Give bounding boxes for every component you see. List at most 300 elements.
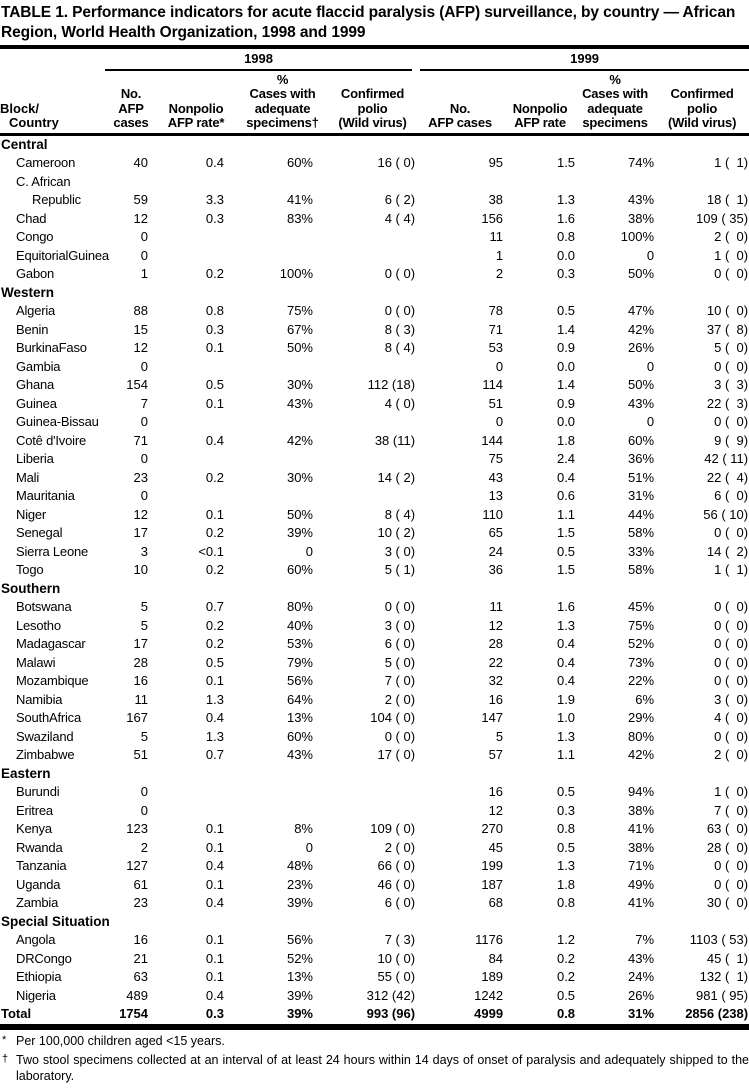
year-label-1999: 1999 xyxy=(420,49,749,71)
data-cell: 42% xyxy=(286,432,313,448)
data-cell: 0.1 xyxy=(205,340,224,355)
data-cell: 1 ( 1) xyxy=(714,562,749,577)
data-cell: 48% xyxy=(286,858,313,873)
data-cell: 53 xyxy=(488,340,504,355)
data-cell: 8% xyxy=(294,821,313,836)
country-name: Mali xyxy=(16,469,40,485)
data-cell: 75 xyxy=(488,451,504,466)
data-cell: 0 ( 0) xyxy=(714,728,749,744)
data-cell: 187 xyxy=(481,876,504,892)
data-cell: 45% xyxy=(628,599,655,614)
data-cell: 0.5 xyxy=(556,303,576,318)
data-cell: 123 xyxy=(126,821,148,836)
table-row xyxy=(0,598,749,617)
data-cell: 21 xyxy=(133,950,148,966)
data-cell: 1.3 xyxy=(556,858,576,873)
data-cell: 0 xyxy=(646,247,655,263)
data-cell: 50% xyxy=(286,340,313,355)
total-1999-nonpolio-rate: 0.8 xyxy=(505,1005,575,1027)
data-cell: 0.4 xyxy=(205,895,224,910)
data-cell: 0 ( 0) xyxy=(714,876,749,892)
data-cell: 10 ( 0) xyxy=(377,950,416,966)
data-cell: 5 xyxy=(140,728,148,744)
data-cell: 0.3 xyxy=(556,802,576,818)
data-cell: 0.2 xyxy=(205,562,224,577)
data-cell: 0.4 xyxy=(556,469,576,485)
data-cell: 22 ( 3) xyxy=(706,395,749,411)
data-cell: 0 ( 0) xyxy=(714,636,749,651)
data-cell: 11 xyxy=(489,599,504,614)
data-cell: 94% xyxy=(628,784,655,799)
data-cell: 0.1 xyxy=(205,876,224,892)
country-name: Swaziland xyxy=(16,728,74,744)
table-body xyxy=(0,134,749,1005)
data-cell: 0.8 xyxy=(556,895,576,910)
table-row xyxy=(0,728,749,747)
data-cell: 0.2 xyxy=(205,636,224,651)
data-cell: 0.4 xyxy=(556,636,576,651)
data-cell: 16 xyxy=(133,673,148,688)
data-cell: 39% xyxy=(286,525,313,540)
year-group-spacer xyxy=(0,49,105,71)
data-cell: 0 xyxy=(495,414,504,429)
data-cell: 22% xyxy=(628,673,655,688)
data-cell xyxy=(157,228,235,247)
total-1999-confirmed-polio: 2856 (238) xyxy=(655,1005,749,1027)
country-name: Zambia xyxy=(16,895,59,910)
section-label: Special Situation xyxy=(1,913,110,929)
data-cell: 1.4 xyxy=(556,377,576,392)
data-cell: 43% xyxy=(286,395,313,411)
data-cell: 53% xyxy=(286,636,313,651)
data-cell: 0 ( 0) xyxy=(714,525,749,540)
table-footer xyxy=(0,1005,749,1027)
data-cell: 24% xyxy=(628,969,655,984)
footnote-asterisk-marker: * xyxy=(2,1033,7,1046)
data-cell: 0 ( 0) xyxy=(714,358,749,374)
data-cell xyxy=(330,487,415,506)
afp-surveillance-table xyxy=(0,49,749,1030)
data-cell: 1 ( 0) xyxy=(714,784,749,799)
data-cell: 1.3 xyxy=(556,192,576,207)
data-cell: 23 xyxy=(133,469,148,485)
country-name: Congo xyxy=(16,229,54,244)
data-cell: 0.5 xyxy=(205,654,224,670)
data-cell: 88 xyxy=(133,303,148,318)
data-cell: 7 xyxy=(140,395,148,411)
data-cell: 67% xyxy=(286,321,313,337)
footnotes xyxy=(0,1030,749,1085)
data-cell: 23 xyxy=(133,895,148,910)
data-cell: 0.5 xyxy=(556,543,576,559)
data-cell: 270 xyxy=(481,821,504,836)
data-cell: 0.6 xyxy=(556,488,576,503)
data-cell: 43 xyxy=(488,469,504,485)
data-cell: 28 xyxy=(133,654,148,670)
footnote-dagger-text: Two stool specimens collected at an interval of at least 24 hours within 14 days of onset of paralysis and adequately shipped to the laboratory. xyxy=(16,1053,749,1083)
table-row xyxy=(0,857,749,876)
table-row xyxy=(0,931,749,950)
data-cell: 0.5 xyxy=(556,784,576,799)
data-cell: 0.5 xyxy=(205,377,224,392)
data-cell: 5 ( 0) xyxy=(714,340,749,355)
data-cell: 312 (42) xyxy=(366,987,416,1003)
data-cell: 0.1 xyxy=(205,969,224,984)
data-cell: 0.0 xyxy=(556,358,576,374)
data-cell: 189 xyxy=(481,969,504,984)
footnote-asterisk-text: Per 100,000 children aged <15 years. xyxy=(16,1033,225,1048)
country-name: SouthAfrica xyxy=(16,710,82,725)
year-label-1998: 1998 xyxy=(105,49,412,71)
data-cell: 114 xyxy=(482,377,504,392)
data-cell: 42 ( 11) xyxy=(704,451,749,466)
table-row xyxy=(0,876,749,895)
data-cell: 57 xyxy=(488,747,504,762)
data-cell: 51 xyxy=(133,747,148,762)
data-cell: 0.8 xyxy=(556,821,576,836)
table-row xyxy=(0,894,749,913)
country-name: Niger xyxy=(16,506,47,522)
table-row xyxy=(0,173,749,210)
data-cell: 12 xyxy=(488,617,504,633)
data-cell: 0 ( 0) xyxy=(714,266,749,281)
data-cell: 56% xyxy=(286,673,313,688)
data-cell: 0 ( 0) xyxy=(384,599,416,614)
data-cell: 43% xyxy=(628,192,655,207)
data-cell: 65 xyxy=(488,525,504,540)
table-row xyxy=(0,376,749,395)
country-name: Gabon xyxy=(16,266,55,281)
data-cell: 8 ( 4) xyxy=(384,506,416,522)
data-cell: 36% xyxy=(628,451,655,466)
table-row xyxy=(0,524,749,543)
data-cell xyxy=(235,487,330,506)
data-cell: 6% xyxy=(635,691,655,707)
year-group-row xyxy=(0,49,749,71)
data-cell: 1.3 xyxy=(556,617,576,633)
data-cell: 63 xyxy=(133,969,148,984)
country-name: C. African Republic xyxy=(16,173,81,207)
data-cell: 0 xyxy=(140,488,148,503)
data-cell: 23% xyxy=(286,876,313,892)
data-cell: 41% xyxy=(286,192,313,207)
data-cell: 104 ( 0) xyxy=(370,710,416,725)
data-cell: 100% xyxy=(620,229,655,244)
country-name: Algeria xyxy=(16,303,56,318)
column-header-1998-nonpolio-rate: Nonpolio AFP rate* xyxy=(157,71,235,135)
data-cell: 51% xyxy=(628,469,655,485)
country-name: Ethiopia xyxy=(16,969,62,984)
data-cell: 2 ( 0) xyxy=(384,691,416,707)
data-cell: 0 ( 0) xyxy=(714,673,749,688)
data-cell: 1.3 xyxy=(205,691,224,707)
table-row xyxy=(0,802,749,821)
country-name: Mauritania xyxy=(16,488,75,503)
data-cell: 64% xyxy=(286,691,313,707)
table-row xyxy=(0,450,749,469)
data-cell: 156 xyxy=(481,210,504,226)
column-header-row xyxy=(0,71,749,135)
data-cell: 10 ( 2) xyxy=(377,525,416,540)
data-cell: 2 ( 0) xyxy=(714,229,749,244)
data-cell: <0.1 xyxy=(198,543,224,559)
data-cell: 83% xyxy=(286,210,313,226)
country-name: Senegal xyxy=(16,525,63,540)
table-row xyxy=(0,783,749,802)
data-cell: 14 ( 2) xyxy=(377,469,416,485)
data-cell: 4 ( 4) xyxy=(384,210,416,226)
total-1998-confirmed-polio: 993 (96) xyxy=(330,1005,415,1027)
data-cell: 3 ( 0) xyxy=(384,543,416,559)
country-name: Sierra Leone xyxy=(16,543,89,559)
table-row xyxy=(0,820,749,839)
data-cell: 1 xyxy=(140,266,148,281)
data-cell: 0.1 xyxy=(205,395,224,411)
country-name: Burundi xyxy=(16,784,60,799)
data-cell: 1.3 xyxy=(205,728,224,744)
data-cell: 1.5 xyxy=(556,155,576,170)
data-cell: 16 xyxy=(488,784,504,799)
data-cell: 8 ( 4) xyxy=(384,340,416,355)
table-row xyxy=(0,487,749,506)
data-cell: 43% xyxy=(628,950,655,966)
data-cell xyxy=(235,247,330,266)
section-label: Southern xyxy=(1,580,61,596)
column-header-1999-adequate-specimens: % Cases with adequate specimens xyxy=(575,71,655,135)
data-cell: 0 xyxy=(495,358,504,374)
data-cell: 79% xyxy=(286,654,313,670)
data-cell: 1.4 xyxy=(556,321,576,337)
data-cell: 63 ( 0) xyxy=(706,821,749,836)
data-cell: 147 xyxy=(481,710,504,725)
table-row xyxy=(0,210,749,229)
data-cell: 0 ( 0) xyxy=(384,266,416,281)
footnote-dagger-marker: † xyxy=(2,1053,9,1065)
data-cell: 0 xyxy=(646,358,655,374)
data-cell: 0 ( 0) xyxy=(714,599,749,614)
table-row xyxy=(0,617,749,636)
data-cell: 1.6 xyxy=(556,599,576,614)
data-cell: 0 xyxy=(305,543,313,559)
data-cell: 26% xyxy=(628,987,655,1003)
data-cell: 45 xyxy=(488,839,504,855)
data-cell: 1176 xyxy=(475,932,504,947)
data-cell: 0.5 xyxy=(556,839,576,855)
data-cell xyxy=(235,228,330,247)
data-cell: 1242 xyxy=(474,987,504,1003)
data-cell: 5 xyxy=(140,599,148,614)
table-row xyxy=(0,635,749,654)
data-cell: 109 ( 35) xyxy=(696,210,749,226)
data-cell: 55 ( 0) xyxy=(377,969,416,984)
data-cell: 12 xyxy=(133,506,148,522)
data-cell: 2 xyxy=(495,266,504,281)
data-cell: 0 xyxy=(140,229,148,244)
column-header-1999-confirmed-polio: Confirmed polio (Wild virus) xyxy=(655,71,749,135)
country-name: Lesotho xyxy=(16,617,61,633)
total-1999-adequate-specimens: 31% xyxy=(575,1005,655,1027)
table-row xyxy=(0,987,749,1006)
data-cell: 0 ( 0) xyxy=(714,858,749,873)
table-row xyxy=(0,154,749,173)
data-cell: 66 ( 0) xyxy=(377,858,416,873)
table-row xyxy=(0,339,749,358)
data-cell: 1 ( 0) xyxy=(714,247,749,263)
country-name: Uganda xyxy=(16,876,61,892)
data-cell: 16 xyxy=(488,691,504,707)
data-cell: 2 ( 0) xyxy=(384,839,416,855)
data-cell: 7 ( 0) xyxy=(714,802,749,818)
data-cell: 58% xyxy=(628,525,655,540)
table-row xyxy=(0,839,749,858)
data-cell: 0.4 xyxy=(205,858,224,873)
total-1998-adequate-specimens: 39% xyxy=(235,1005,330,1027)
data-cell: 1 xyxy=(495,247,504,263)
data-cell: 75% xyxy=(286,303,313,318)
data-cell: 22 ( 4) xyxy=(706,469,749,485)
data-cell: 0.4 xyxy=(205,155,224,170)
data-cell: 0.1 xyxy=(205,673,224,688)
country-name: Botswana xyxy=(16,599,72,614)
data-cell: 58% xyxy=(628,562,655,577)
country-name: Namibia xyxy=(16,691,63,707)
data-cell: 3.3 xyxy=(205,192,224,207)
data-cell: 1.8 xyxy=(556,876,576,892)
table-row xyxy=(0,950,749,969)
country-name: Madagascar xyxy=(16,636,86,651)
data-cell: 2 xyxy=(140,839,148,855)
data-cell: 71 xyxy=(488,321,504,337)
data-cell: 0.4 xyxy=(205,432,224,448)
data-cell: 43% xyxy=(628,395,655,411)
column-header-1998-confirmed-polio: Confirmed polio (Wild virus) xyxy=(330,71,415,135)
data-cell: 981 ( 95) xyxy=(696,987,749,1003)
table-title: TABLE 1. Performance indicators for acute flaccid paralysis (AFP) surveillance, by country — African Region, World Health Organization, 1998 and 1999 xyxy=(1,4,736,41)
data-cell xyxy=(330,783,415,802)
total-1998-afp-cases: 1754 xyxy=(105,1005,157,1027)
data-cell: 0 xyxy=(646,414,655,429)
data-cell: 5 xyxy=(495,728,504,744)
data-cell: 41% xyxy=(628,821,655,836)
data-cell: 6 ( 0) xyxy=(714,488,749,503)
table-row xyxy=(0,358,749,377)
data-cell: 3 xyxy=(140,543,148,559)
data-cell: 0.9 xyxy=(556,340,576,355)
data-cell: 42% xyxy=(628,321,655,337)
data-cell: 78 xyxy=(488,303,504,318)
footnote-asterisk xyxy=(0,1034,749,1050)
data-cell xyxy=(330,358,415,377)
data-cell xyxy=(330,450,415,469)
table-row xyxy=(0,413,749,432)
data-cell: 1.5 xyxy=(556,562,576,577)
table-row xyxy=(0,543,749,562)
data-cell: 0.2 xyxy=(205,525,224,540)
column-header-1999-nonpolio-rate: Nonpolio AFP rate xyxy=(505,71,575,135)
data-cell: 0.9 xyxy=(556,395,576,411)
data-cell xyxy=(330,802,415,821)
data-cell: 49% xyxy=(628,876,655,892)
total-1999-afp-cases: 4999 xyxy=(415,1005,505,1027)
table-row xyxy=(0,321,749,340)
data-cell: 36 xyxy=(488,562,504,577)
table-row xyxy=(0,746,749,765)
data-cell: 47% xyxy=(628,303,655,318)
country-name: Liberia xyxy=(16,451,54,466)
total-label: Total xyxy=(0,1005,105,1027)
table-row xyxy=(0,228,749,247)
country-name: Benin xyxy=(16,321,49,337)
country-name: EquitorialGuinea xyxy=(16,247,109,263)
data-cell: 52% xyxy=(286,950,313,966)
data-cell: 0.2 xyxy=(556,969,576,984)
country-name: Ghana xyxy=(16,377,55,392)
data-cell: 22 xyxy=(488,654,504,670)
data-cell: 29% xyxy=(628,710,655,725)
data-cell: 52% xyxy=(628,636,655,651)
column-header-1998-adequate-specimens: % Cases with adequate specimens† xyxy=(235,71,330,135)
data-cell: 0 ( 0) xyxy=(714,617,749,633)
country-name: Chad xyxy=(16,210,47,226)
section-label: Eastern xyxy=(1,765,51,781)
data-cell: 80% xyxy=(628,728,655,744)
data-cell: 37 ( 8) xyxy=(706,321,749,337)
data-cell: 18 ( 1) xyxy=(706,192,749,207)
data-cell: 1 ( 1) xyxy=(714,155,749,170)
country-name: Rwanda xyxy=(16,839,63,855)
data-cell xyxy=(235,358,330,377)
data-cell: 1103 ( 53) xyxy=(689,932,749,947)
data-cell: 0 xyxy=(140,451,148,466)
country-name: Eritrea xyxy=(16,802,53,818)
data-cell: 45 ( 1) xyxy=(706,950,749,966)
data-cell: 10 ( 0) xyxy=(706,303,749,318)
data-cell: 1.2 xyxy=(556,932,576,947)
table-row xyxy=(0,691,749,710)
data-cell: 1.1 xyxy=(556,747,576,762)
data-cell: 43% xyxy=(286,747,313,762)
data-cell: 0.2 xyxy=(205,266,224,281)
data-cell: 0 xyxy=(140,358,148,374)
data-cell: 0.8 xyxy=(556,229,576,244)
data-cell: 0 ( 0) xyxy=(384,303,416,318)
data-cell: 46 ( 0) xyxy=(377,876,416,892)
data-cell: 0.4 xyxy=(556,654,576,670)
data-cell: 60% xyxy=(286,728,313,744)
country-name: Angola xyxy=(16,932,56,947)
country-name: Guinea xyxy=(16,395,57,411)
data-cell: 6 ( 0) xyxy=(384,895,416,910)
data-cell: 26% xyxy=(628,340,655,355)
data-cell: 50% xyxy=(286,506,313,522)
data-cell: 199 xyxy=(481,858,504,873)
data-cell: 1.9 xyxy=(556,691,576,707)
data-cell: 0 xyxy=(305,839,313,855)
data-cell xyxy=(330,247,415,266)
data-cell: 0.1 xyxy=(205,839,224,855)
data-cell xyxy=(157,358,235,377)
data-cell xyxy=(330,228,415,247)
section-row xyxy=(0,134,749,154)
data-cell xyxy=(157,450,235,469)
data-cell xyxy=(235,783,330,802)
data-cell: 17 ( 0) xyxy=(377,747,416,762)
table-header xyxy=(0,49,749,134)
data-cell: 30% xyxy=(286,377,313,392)
data-cell: 40% xyxy=(286,617,313,633)
data-cell: 9 ( 9) xyxy=(714,432,749,448)
data-cell xyxy=(235,802,330,821)
